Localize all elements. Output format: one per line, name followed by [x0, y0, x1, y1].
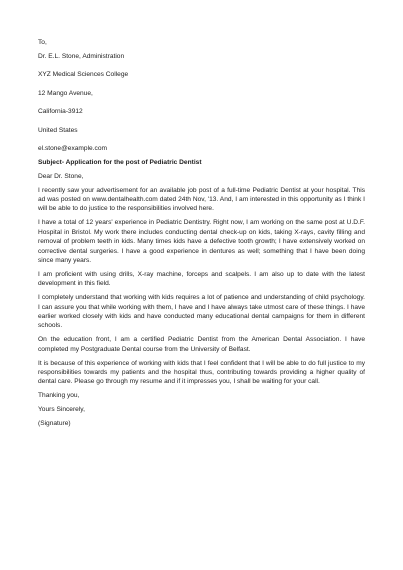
- body-paragraph: I am proficient with using drills, X-ray machine, forceps and scalpels. I am also up to date with the latest development in this field.: [38, 270, 365, 288]
- letter-subject: Subject- Application for the post of Pediatric Dentist: [38, 158, 202, 166]
- closing-signature: (Signature): [38, 420, 71, 428]
- recipient-address-block: [38, 38, 365, 153]
- closing-signoff: Yours Sincerely,: [38, 406, 85, 414]
- closing-block: [38, 391, 365, 428]
- body-paragraph: On the education front, I am a certified Pediatric Dentist from the American Dental Association. I have completed my Postgraduate Dental course from the University of Belfast.: [38, 336, 365, 353]
- recipient-name: Dr. E.L. Stone, Administration: [38, 52, 125, 60]
- body-paragraph: It is because of this experience of working with kids that I feel confident that I will be able to do full justice to my responsibilities towards my patients and the hospital thus, contributing towards providing a higher quality of dental care. Please go through my resume and if it impresses you, I shall be waiting for your call.: [38, 359, 365, 386]
- body-paragraph: I completely understand that working with kids requires a lot of patience and understanding of child psychology. I can assure you that while working with them, I have and I have always take utmost care of these things. I have earlier worked closely with kids and have conducted many educational dental campaigns for them in different schools.: [38, 294, 365, 330]
- letter-salutation: Dear Dr. Stone,: [38, 172, 84, 180]
- body-paragraph: I recently saw your advertisement for an available job post of a full-time Pediatric Dentist at your hospital. This ad was posted on www.dentalhealth.com dated 24th Nov, '13. And, I am interested in this opportunity as I think I will be able to do justice to the responsibilities involved here.: [38, 186, 365, 213]
- closing-thanks: Thanking you,: [38, 392, 80, 400]
- recipient-city: California-3912: [38, 108, 83, 116]
- recipient-country: United States: [38, 126, 78, 134]
- body-paragraph: I have a total of 12 years' experience in Pediatric Dentistry. Right now, I am working on the same post at U.D.F. Hospital in Bristol. My work there includes conducting dental check-up on kids, taking X-rays, cavity filling and removal of problem teeth in kids. Many times kids have a defective tooth growth; I have extensively worked on corrective dental surgeries. I have a good experience in dentures as well; something that I have been doing since many years.: [38, 219, 365, 264]
- recipient-email: el.stone@example.com: [38, 144, 107, 152]
- recipient-institution: XYZ Medical Sciences College: [38, 71, 129, 79]
- recipient-street: 12 Mango Avenue,: [38, 89, 93, 97]
- recipient-to: To,: [38, 39, 47, 46]
